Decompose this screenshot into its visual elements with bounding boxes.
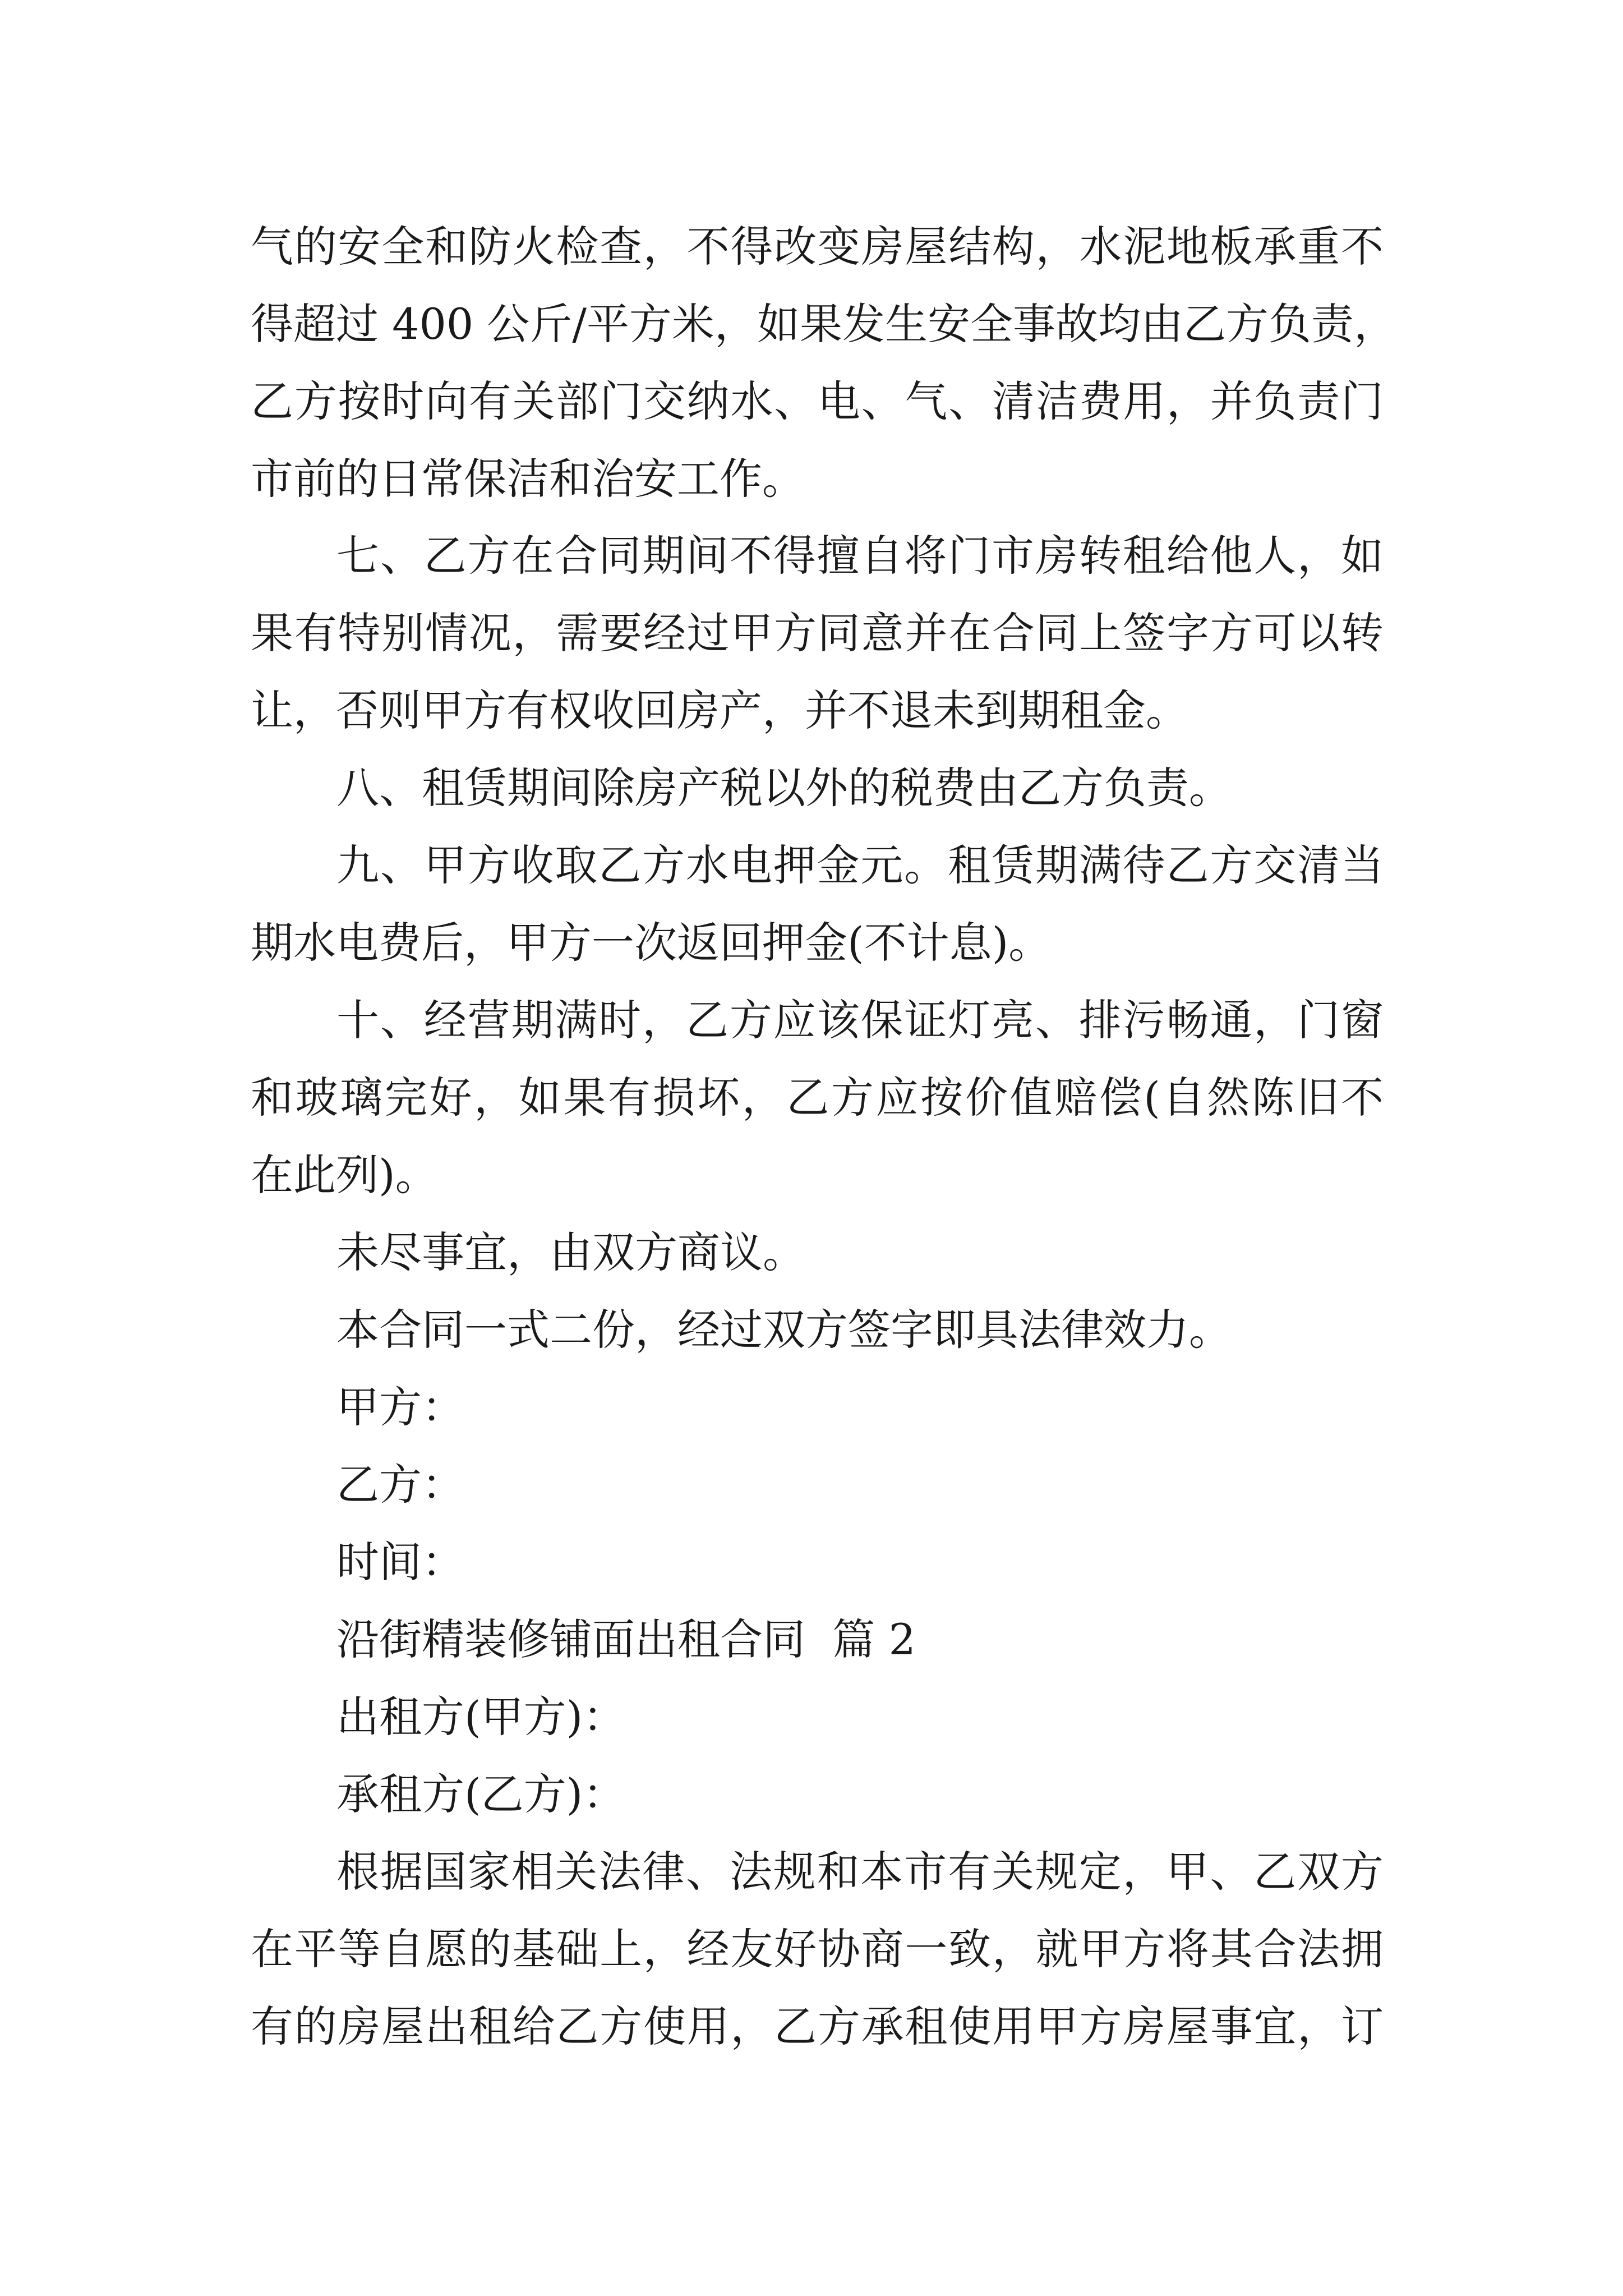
- text-line: 气的安全和防火检查，不得改变房屋结构，水泥地板承重不: [251, 222, 1384, 272]
- preamble-line: 根据国家相关法律、法规和本市有关规定，甲、乙双方: [336, 1847, 1384, 1897]
- paragraph-eight-line: 八、租赁期间除房产税以外的税费由乙方负责。: [336, 763, 1232, 813]
- party-b-signature-label: 乙方：: [336, 1460, 464, 1510]
- validity-note: 本合同一式二份，经过双方签字即具法律效力。: [336, 1305, 1232, 1355]
- text-line: 市前的日常保洁和治安工作。: [251, 454, 805, 504]
- text-line: 和玻璃完好，如果有损坏，乙方应按价值赔偿(自然陈旧不: [251, 1073, 1384, 1122]
- lessor-label: 出租方(甲方)：: [336, 1692, 626, 1742]
- paragraph-ten-line: 十、经营期满时，乙方应该保证灯亮、排污畅通，门窗: [336, 995, 1384, 1045]
- paragraph-seven-line: 七、乙方在合同期间不得擅自将门市房转租给他人，如: [336, 531, 1384, 581]
- party-a-signature-label: 甲方：: [336, 1382, 464, 1432]
- closing-note: 未尽事宜，由双方商议。: [336, 1227, 805, 1277]
- text-line: 期水电费后，甲方一次返回押金(不计息)。: [251, 918, 1052, 968]
- text-line: 有的房屋出租给乙方使用，乙方承租使用甲方房屋事宜，订: [251, 2001, 1384, 2051]
- section-title: 沿街精装修铺面出租合同 篇 2: [336, 1614, 916, 1664]
- text-line: 果有特别情况，需要经过甲方同意并在合同上签字方可以转: [251, 608, 1384, 658]
- lessee-label: 承租方(乙方)：: [336, 1769, 626, 1819]
- text-line: 乙方按时向有关部门交纳水、电、气、清洁费用，并负责门: [251, 376, 1384, 426]
- text-line: 在平等自愿的基础上，经友好协商一致，就甲方将其合法拥: [251, 1924, 1384, 1974]
- paragraph-nine-line: 九、甲方收取乙方水电押金元。租赁期满待乙方交清当: [336, 840, 1384, 890]
- text-line: 让，否则甲方有权收回房产，并不退未到期租金。: [251, 685, 1188, 735]
- text-line: 在此列)。: [251, 1150, 438, 1200]
- date-label: 时间：: [336, 1537, 464, 1587]
- text-line: 得超过 400 公斤/平方米，如果发生安全事故均由乙方负责，: [251, 299, 1396, 349]
